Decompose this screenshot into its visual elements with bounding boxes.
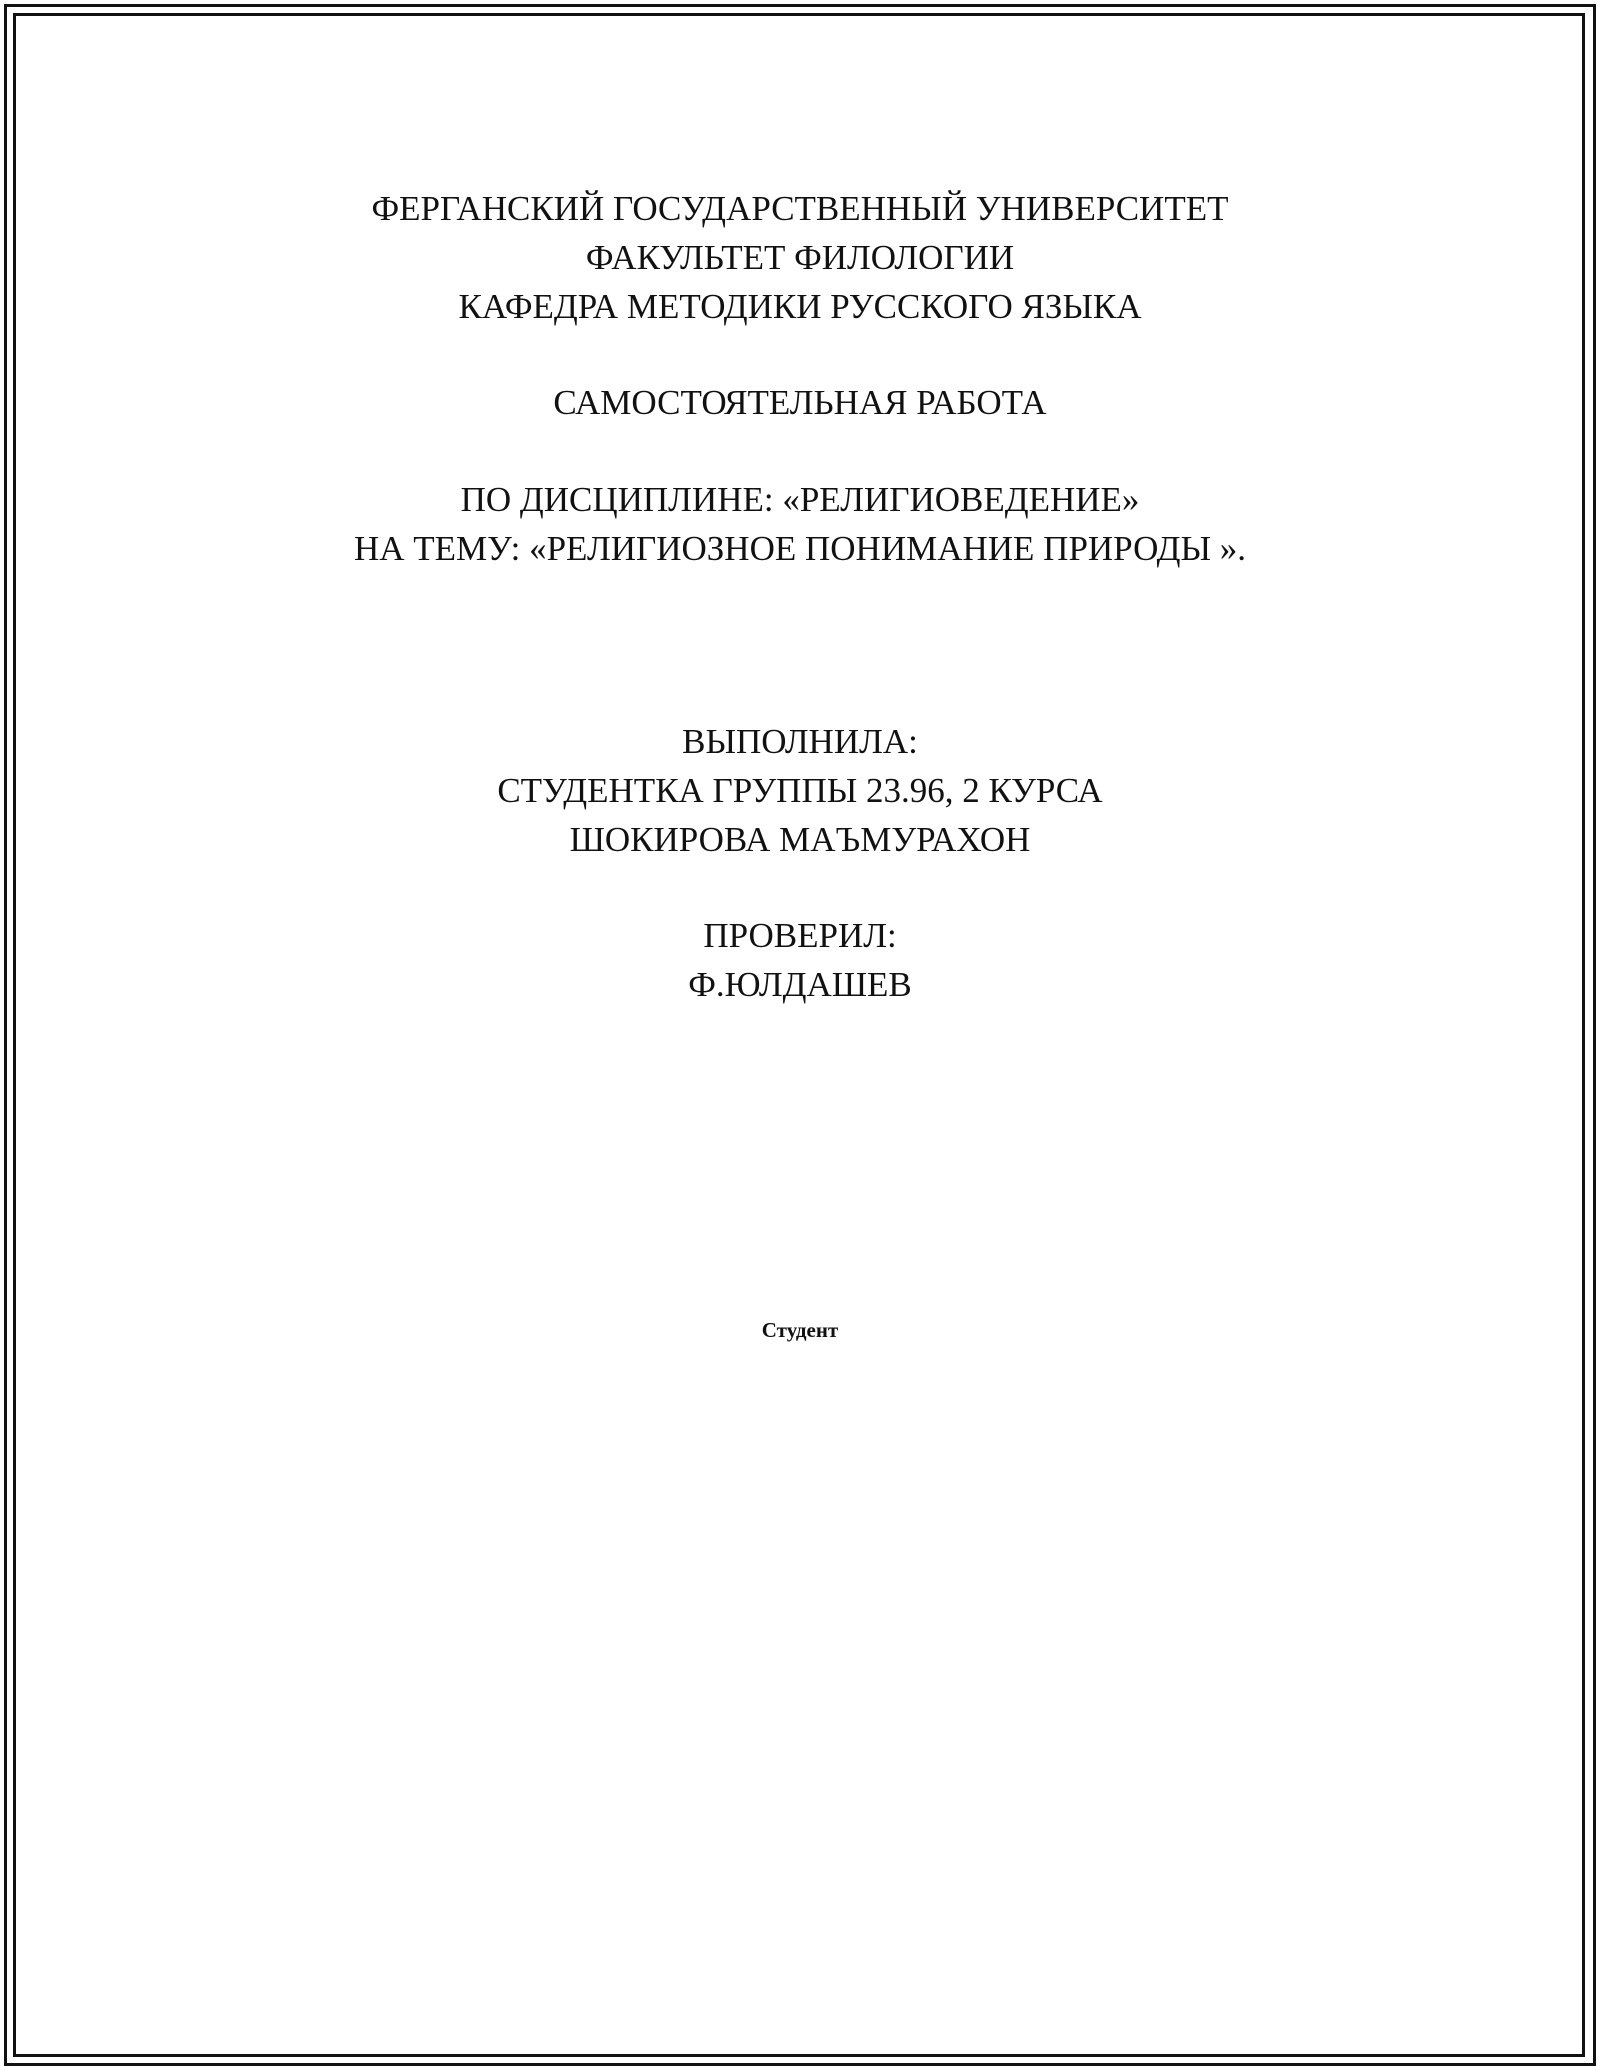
author-name: ШОКИРОВА МАЪМУРАХОН: [569, 820, 1031, 859]
department-name: КАФЕДРА МЕТОДИКИ РУССКОГО ЯЗЫКА: [458, 287, 1142, 326]
author-block: [20, 717, 1580, 864]
author-label: ВЫПОЛНИЛА:: [682, 722, 918, 761]
title-page: [20, 0, 1580, 2070]
institution-header: [20, 184, 1580, 331]
university-name: ФЕРГАНСКИЙ ГОСУДАРСТВЕННЫЙ УНИВЕРСИТЕТ: [371, 189, 1229, 228]
checker-block: [20, 911, 1580, 1009]
footer-block: [20, 1315, 1580, 1345]
author-group: СТУДЕНТКА ГРУППЫ 23.96, 2 КУРСА: [497, 771, 1103, 810]
topic-line: НА ТЕМУ: «РЕЛИГИОЗНОЕ ПОНИМАНИЕ ПРИРОДЫ ».: [353, 529, 1247, 568]
checker-name: Ф.ЮЛДАШЕВ: [688, 965, 912, 1004]
faculty-name: ФАКУЛЬТЕТ ФИЛОЛОГИИ: [585, 238, 1015, 277]
work-type: САМОСТОЯТЕЛЬНАЯ РАБОТА: [553, 383, 1047, 422]
discipline-topic-block: [20, 475, 1580, 573]
discipline-line: ПО ДИСЦИПЛИНЕ: «РЕЛИГИОВЕДЕНИЕ»: [460, 480, 1140, 519]
footer-note: Студент: [761, 1318, 839, 1342]
work-type-block: [20, 378, 1580, 427]
checker-label: ПРОВЕРИЛ:: [703, 916, 897, 955]
